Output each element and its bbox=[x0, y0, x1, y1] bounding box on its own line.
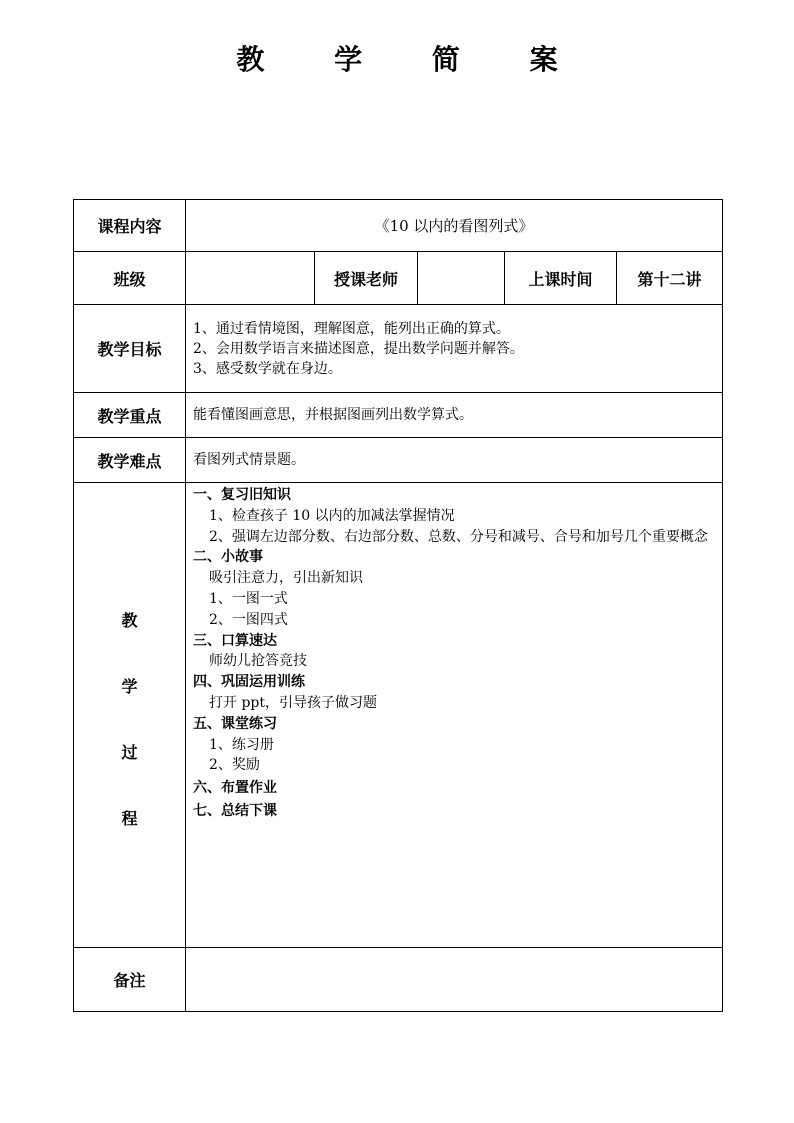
teaching-goals-value bbox=[186, 305, 723, 393]
process-line: 2、强调左边部分数、右边部分数、总数、分号和减号、合号和加号几个重要概念 bbox=[209, 528, 708, 545]
class-time-label: 上课时间 bbox=[505, 252, 617, 305]
teacher-label: 授课老师 bbox=[315, 252, 418, 305]
process-line: 2、一图四式 bbox=[209, 611, 288, 628]
teaching-process-label bbox=[74, 483, 186, 948]
notes-value bbox=[186, 948, 723, 1012]
teaching-process-value bbox=[186, 483, 723, 948]
process-line: 1、练习册 bbox=[209, 736, 274, 753]
class-time-value: 第十二讲 bbox=[617, 252, 723, 305]
class-value bbox=[186, 252, 315, 305]
teaching-goals-label: 教学目标 bbox=[74, 305, 186, 393]
process-label-char: 学 bbox=[121, 677, 138, 696]
difficulties-value: 看图列式情景题。 bbox=[186, 438, 723, 483]
process-line: 2、奖励 bbox=[209, 757, 260, 774]
process-section-heading: 二、小故事 bbox=[193, 549, 263, 566]
lesson-plan-table bbox=[73, 199, 723, 1012]
process-label-char: 程 bbox=[121, 809, 138, 828]
row-key-points bbox=[74, 393, 723, 438]
process-section-heading: 七、总结下课 bbox=[193, 802, 277, 819]
process-label-char: 过 bbox=[121, 743, 138, 762]
process-section-heading: 四、巩固运用训练 bbox=[193, 674, 305, 691]
row-course-content bbox=[74, 200, 723, 252]
key-points-value: 能看懂图画意思，并根据图画列出数学算式。 bbox=[186, 393, 723, 438]
process-label-char: 教 bbox=[121, 611, 138, 630]
goal-item: 1、通过看情境图，理解图意，能列出正确的算式。 bbox=[193, 320, 510, 337]
process-line: 打开 ppt，引导孩子做习题 bbox=[209, 694, 377, 711]
process-section-heading: 六、布置作业 bbox=[193, 780, 277, 797]
teacher-value bbox=[418, 252, 505, 305]
goal-item: 3、感受数学就在身边。 bbox=[193, 360, 342, 377]
process-line: 吸引注意力，引出新知识 bbox=[209, 570, 363, 587]
page-title: 教 学 简 案 bbox=[236, 43, 588, 76]
class-label: 班级 bbox=[74, 252, 186, 305]
difficulties-label: 教学难点 bbox=[74, 438, 186, 483]
row-teaching-process bbox=[74, 483, 723, 948]
process-line: 师幼儿抢答竞技 bbox=[209, 653, 307, 670]
row-difficulties bbox=[74, 438, 723, 483]
course-content-label: 课程内容 bbox=[74, 200, 186, 252]
process-section-heading: 一、复习旧知识 bbox=[193, 487, 291, 503]
notes-label: 备注 bbox=[74, 948, 186, 1012]
course-content-value: 《10 以内的看图列式》 bbox=[186, 200, 723, 252]
key-points-label: 教学重点 bbox=[74, 393, 186, 438]
row-class-info bbox=[74, 252, 723, 305]
process-line: 1、一图一式 bbox=[209, 590, 288, 607]
process-line: 1、检查孩子 10 以内的加减法掌握情况 bbox=[209, 507, 455, 524]
row-teaching-goals bbox=[74, 305, 723, 393]
process-section-heading: 三、口算速达 bbox=[193, 632, 277, 649]
row-notes bbox=[74, 948, 723, 1012]
process-section-heading: 五、课堂练习 bbox=[193, 715, 277, 732]
goal-item: 2、会用数学语言来描述图意，提出数学问题并解答。 bbox=[193, 340, 524, 357]
